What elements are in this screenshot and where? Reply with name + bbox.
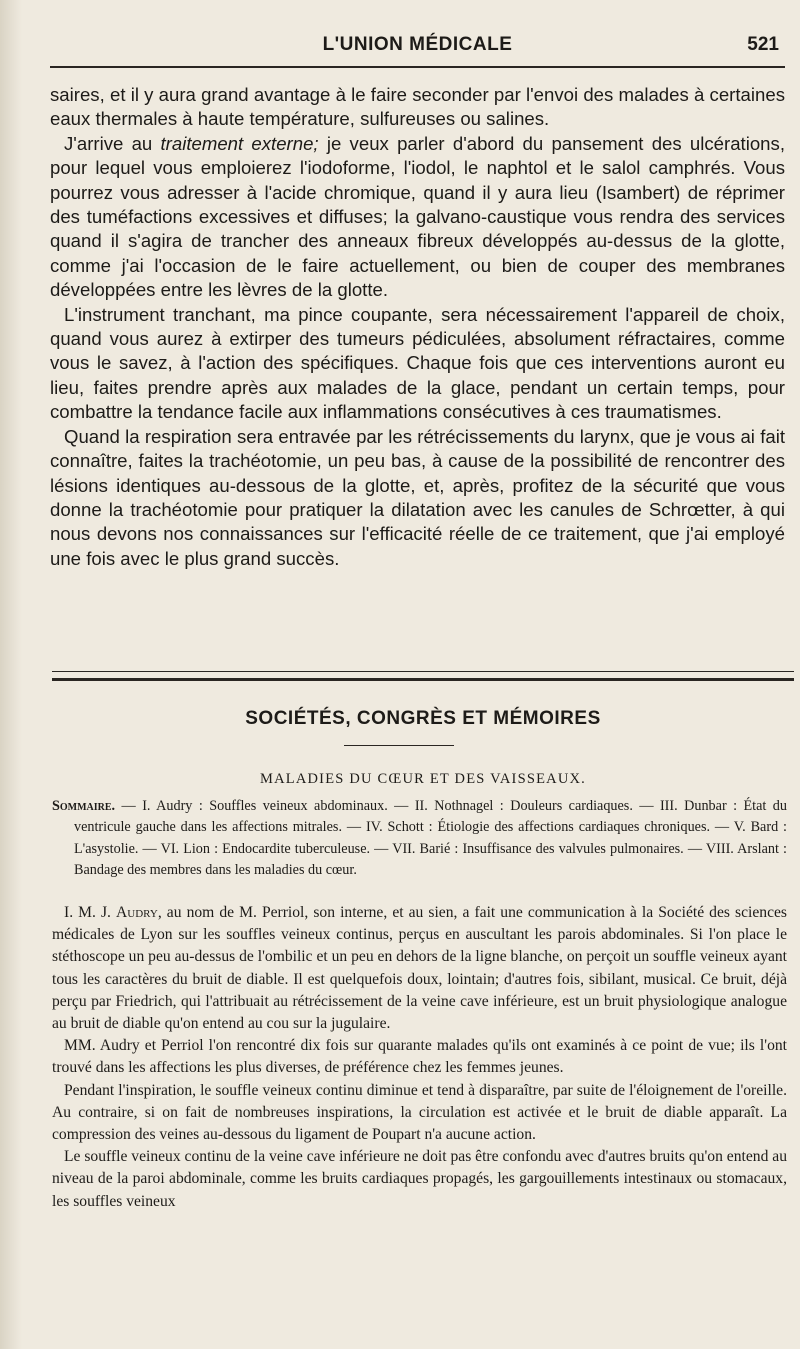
summary-text: — I. Audry : Souffles veineux abdominaux. — II. Nothnagel : Douleurs cardiaques. — III. Dunbar : État du ventricule gauche dans les affections mitrales. — IV. Schott : Étiologie des affections cardiaques chroniques. — V. Bard : L'asystolie. — VI. Lion : Endocardite tuberculeuse. — VII. Barié : Insuffisance des valvules pulmonaires. — VIII. Arslant : Bandage des membres dans les maladies du cœur. — [74, 798, 787, 879]
paragraph — [52, 902, 787, 1035]
author-name: Audry — [116, 904, 158, 921]
summary-block — [52, 796, 787, 882]
section-subheading: MALADIES DU CŒUR ET DES VAISSEAUX. — [260, 771, 586, 787]
header-rule — [50, 66, 785, 68]
paragraph-text: , au nom de M. Perriol, son interne, et au sien, a fait une communication à la Société des sciences médicales de Lyon sur les souffles veineux continus, perçus en auscultant les parois abdominales. Si l'on place le stéthoscope un peu au-dessus de l'ombilic et un peu en dehors de la ligne blanche, on perçoit un souffle veineux ayant tous les caractères du bruit de diable. Il est quelquefois doux, lointain; d'autres fois, sibilant, musical. Ce bruit, déjà perçu par Friedrich, qui l'attribuait au rétrécissement de la veine cave inférieure, est un bruit physiologique analogue au bruit de diable qu'on entend au cou sur la jugulaire. — [52, 904, 787, 1033]
article-continuation — [50, 83, 785, 571]
section-heading-underline — [344, 745, 454, 746]
paragraph-prefix: I. M. J. — [64, 904, 116, 921]
paragraph-text: je veux parler d'abord du pansement des ulcérations, pour lequel vous emploierez l'iodoforme, l'iodol, le naphtol et le salol camphrés. Vous pourrez vous adresser à l'acide chromique, quand il y aura lieu (Isambert) de réprimer des tuméfactions excessives et diffuses; la galvano-caustique vous rendra des services quand il s'agira de trancher des anneaux fibreux développés au-dessus de la glotte, comme j'ai l'occasion de le faire actuellement, ou bien de couper des membranes développées entre les lèvres de la glotte. — [50, 132, 785, 301]
paragraph: Quand la respiration sera entravée par les rétrécissements du larynx, que je vous ai fait connaître, faites la trachéotomie, un peu bas, à cause de la possibilité de rencontrer des lésions identiques au-dessous de la glotte, et, après, profitez de la sécurité que vous donne la trachéotomie pour pratiquer la dilatation avec les canules de Schrœtter, à qui nous devons nos connaissances sur l'efficacité réelle de ce traitement, que j'ai employé une fois avec le plus grand succès. — [50, 425, 785, 569]
paragraph: saires, et il y aura grand avantage à le faire seconder par l'envoi des malades à certaines eaux thermales à haute température, sulfureuses ou salines. — [50, 84, 785, 130]
section-separator-rule — [52, 671, 794, 681]
paragraph-text: J'arrive au — [64, 132, 161, 154]
paragraph: MM. Audry et Perriol l'on rencontré dix fois sur quarante malades qu'ils ont examinés à ce point de vue; ils l'ont trouvé dans les affections les plus diverses, de préférence chez les femmes jeunes. — [52, 1037, 787, 1077]
summary-label: Sommaire. — [52, 798, 116, 814]
page-number: 521 — [747, 34, 779, 55]
article-body — [52, 902, 787, 1213]
paragraph: Le souffle veineux continu de la veine cave inférieure ne doit pas être confondu avec d'autres bruits qu'on entend au niveau de la paroi abdominale, comme les bruits cardiaques propagés, les gargouillements intestinaux ou stomacaux, les souffles veineux — [52, 1148, 787, 1210]
running-title: L'UNION MÉDICALE — [322, 34, 513, 55]
paragraph: Pendant l'inspiration, le souffle veineux continu diminue et tend à disparaître, par suite de l'éloignement de l'oreille. Au contraire, si on fait de nombreuses inspirations, la circulation est activée et le bruit de diable apparaît. La compression des veines au-dessous du ligament de Poupart n'a aucune action. — [52, 1081, 787, 1144]
page-header — [50, 30, 785, 70]
paragraph: L'instrument tranchant, ma pince coupante, sera nécessairement l'appareil de choix, quand vous aurez à extirper des tumeurs pédiculées, absolument réfractaires, comme vous le savez, à l'action des spécifiques. Chaque fois que ces interventions auront eu lieu, faites prendre après aux malades de la glace, pendant un certain temps, pour combattre la tendance facile aux inflammations consécutives à ces traumatismes. — [50, 303, 785, 423]
emphasis-text: traitement externe; — [160, 132, 319, 154]
paragraph — [50, 132, 785, 303]
section-heading: SOCIÉTÉS, CONGRÈS ET MÉMOIRES — [245, 708, 601, 729]
